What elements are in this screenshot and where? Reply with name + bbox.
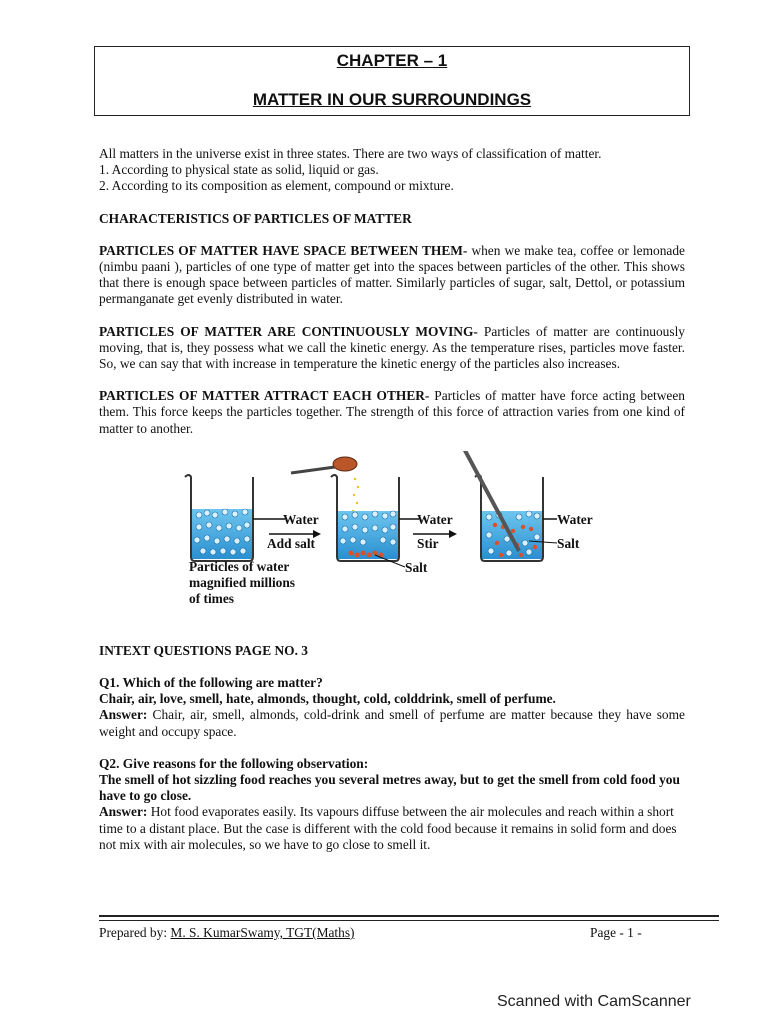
footer-prepared-by (99, 925, 355, 941)
answer-text: Hot food evaporates easily. Its vapours diffuse between the air molecules and reach within a short time to a distant place. But the case is different with the cold food because it remains in solid form and does not mix with air molecules, so we have to go close to smell it. (99, 804, 677, 852)
question-subtext: The smell of hot sizzling food reaches you several metres away, but to get the smell from cold food you have to go close. (99, 772, 680, 804)
answer-label: Answer: (99, 804, 148, 820)
label-stir: Stir (417, 535, 439, 551)
question-title: Q1. Which of the following are matter? (99, 675, 323, 691)
prepared-label: Prepared by: (99, 925, 171, 940)
chapter-number: CHAPTER – 1 (336, 51, 448, 70)
answer-label: Answer: (99, 707, 148, 723)
label-water: Water (557, 511, 593, 527)
paragraph-body: Particles of matter have force acting between them. This force keeps the particles together. The strength of this force of attraction varies from one kind of matter to another. (99, 388, 685, 436)
figure-caption-line: of times (189, 590, 234, 606)
beaker-diagram (99, 451, 685, 621)
chapter-title: MATTER IN OUR SURROUNDINGS (252, 90, 532, 109)
label-add-salt: Add salt (267, 535, 315, 551)
answer-text: Chair, air, smell, almonds, cold-drink and smell of perfume are matter because they have some weight and occupy space. (99, 707, 685, 739)
intro-line: All matters in the universe exist in three states. There are two ways of classification of matter. (99, 146, 602, 161)
figure-caption-line: Particles of water (189, 558, 290, 574)
label-salt: Salt (405, 559, 428, 575)
paragraph-moving (99, 324, 685, 373)
paragraph-heading: PARTICLES OF MATTER ATTRACT EACH OTHER- (99, 388, 430, 404)
paragraph-attract (99, 388, 685, 437)
page-number: Page - 1 - (590, 925, 642, 940)
question-title: Q2. Give reasons for the following observation: (99, 755, 369, 771)
spoon-with-salt (291, 457, 359, 512)
paragraph-body: when we make tea, coffee or lemonade (nimbu paani ), particles of one type of matter get into the spaces between particles of the other. This shows that there is enough space between particles of matter. Similarly particles of sugar, salt, Dettol, or potassium permanganate get evenly distributed in water. (99, 242, 685, 307)
author-name: M. S. KumarSwamy, TGT(Maths) (170, 925, 355, 940)
label-water: Water (283, 511, 319, 527)
paragraph-space (99, 243, 685, 308)
intro-line: 1. According to physical state as solid, liquid or gas. (99, 162, 379, 178)
salt-dissolving-figure (99, 451, 685, 621)
chapter-title-box (94, 46, 690, 116)
scanner-watermark: Scanned with CamScanner (497, 993, 691, 1010)
figure-caption-line: magnified millions (189, 574, 296, 590)
intro-line: 2. According to its composition as element, compound or mixture. (99, 178, 454, 194)
intext-heading: INTEXT QUESTIONS PAGE NO. 3 (99, 642, 308, 658)
page-content (99, 146, 685, 853)
beaker-2 (331, 475, 419, 567)
footer-divider (99, 915, 719, 917)
section-heading: CHARACTERISTICS OF PARTICLES OF MATTER (99, 210, 412, 226)
answer (99, 804, 685, 853)
question-subtext: Chair, air, love, smell, hate, almonds, thought, cold, colddrink, smell of perfume. (99, 691, 556, 707)
footer-divider (99, 920, 719, 921)
paragraph-heading: PARTICLES OF MATTER ARE CONTINUOUSLY MOVING- (99, 323, 478, 339)
label-water: Water (417, 511, 453, 527)
answer (99, 707, 685, 739)
paragraph-body: Particles of matter are continuously moving, that is, they possess what we call the kinetic energy. As the temperature rises, particles move faster. So, we can say that with increase in temperature the kinetic energy of the particles also increases. (99, 323, 685, 372)
label-salt: Salt (557, 535, 580, 551)
beaker-3 (461, 451, 557, 561)
paragraph-heading: PARTICLES OF MATTER HAVE SPACE BETWEEN THEM- (99, 242, 468, 258)
